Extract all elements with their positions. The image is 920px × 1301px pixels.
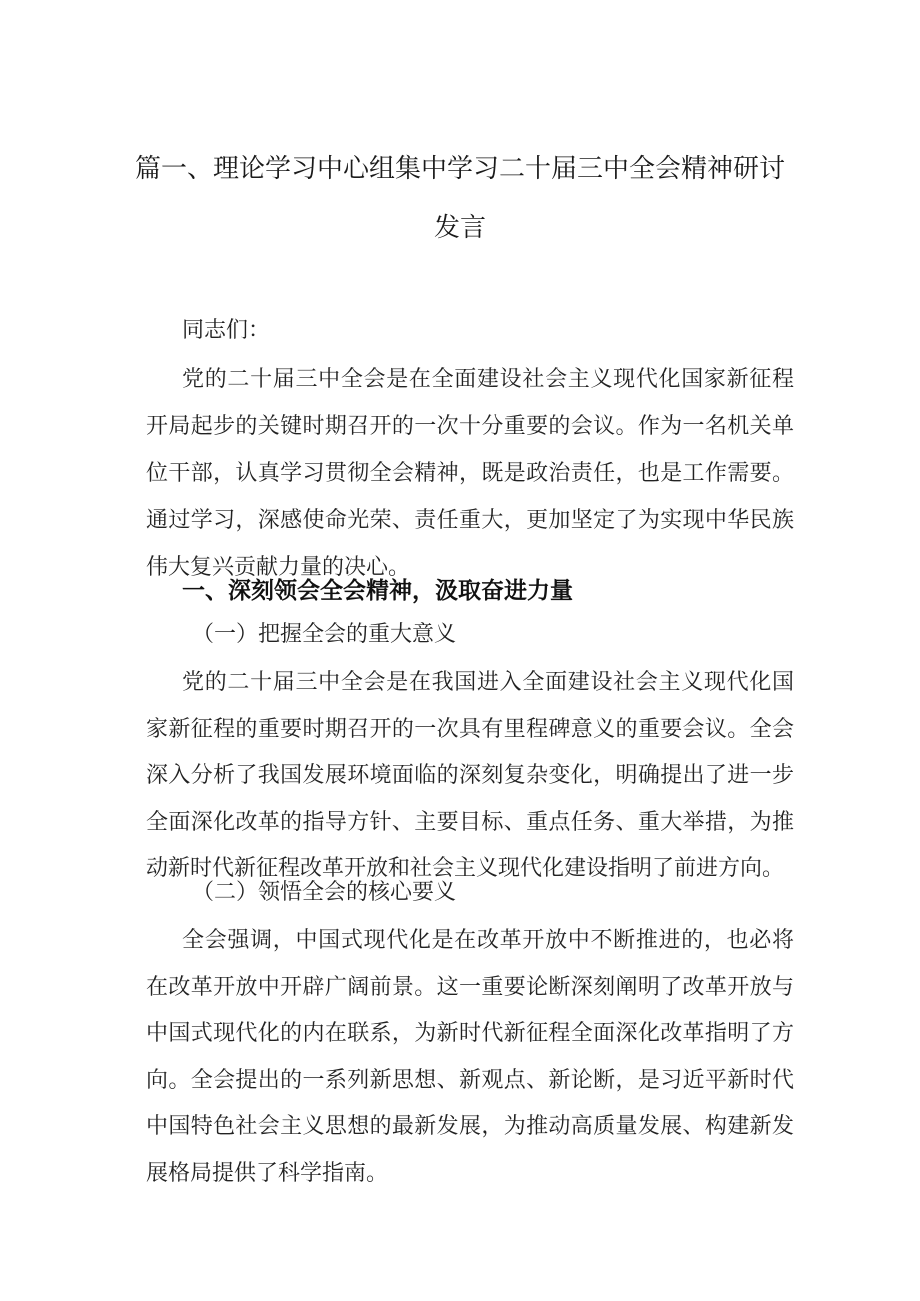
document-title-line2: 发言 — [433, 213, 486, 243]
document-title-line1: 篇一、理论学习中心组集中学习二十届三中全会精神研讨 — [134, 154, 785, 184]
section-heading-1: 一、深刻领会全会精神，汲取奋进力量 — [182, 578, 573, 604]
subsection-heading-1: （一）把握全会的重大意义 — [192, 622, 457, 647]
salutation: 同志们： — [182, 318, 271, 343]
subsection-heading-2: （二）领悟全会的核心要义 — [192, 880, 457, 905]
paragraph-significance: 党的二十届三中全会是在我国进入全面建设社会主义现代化国家新征程的重要时期召开的一次具有里程碑意义的重要会议。全会深入分析了我国发展环境面临的深刻复杂变化，明确提出了进一步全面深化改革的指导方针、主要目标、重点任务、重大举措，为推动新时代新征程改革开放和社会主义现代化建设指明了前进方向。 — [146, 670, 794, 881]
paragraph-intro: 党的二十届三中全会是在全面建设社会主义现代化国家新征程开局起步的关键时期召开的一次十分重要的会议。作为一名机关单位干部，认真学习贯彻全会精神，既是政治责任，也是工作需要。通过学习，深感使命光荣、责任重大，更加坚定了为实现中华民族伟大复兴贡献力量的决心。 — [146, 367, 794, 580]
paragraph-core-essence: 全会强调，中国式现代化是在改革开放中不断推进的，也必将在改革开放中开辟广阔前景。这一重要论断深刻阐明了改革开放与中国式现代化的内在联系，为新时代新征程全面深化改革指明了方向。全会提出的一系列新思想、新观点、新论断，是习近平新时代中国特色社会主义思想的最新发展，为推动高质量发展、构建新发展格局提供了科学指南。 — [146, 928, 794, 1186]
